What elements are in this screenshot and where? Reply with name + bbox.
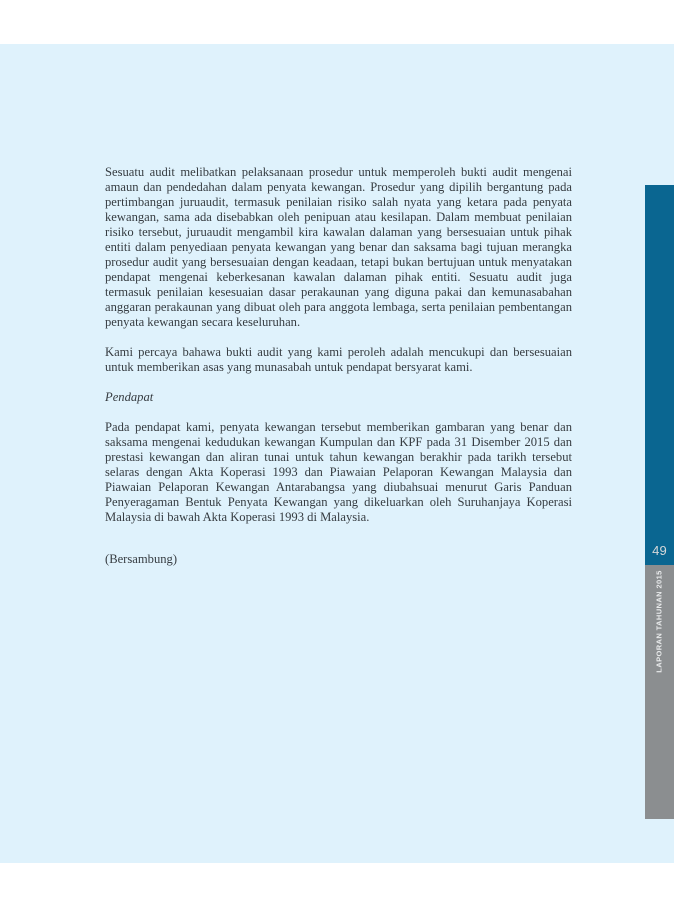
paragraph-opinion: Pada pendapat kami, penyata kewangan tersebut memberikan gambaran yang benar dan saksama mengenai kedudukan kewangan Kumpulan dan KPF pada 31 Disember 2015 dan prestasi kewangan dan aliran tunai untuk tahun kewangan berakhir pada tarikh tersebut selaras dengan Akta Koperasi 1993 dan Piawaian Pelaporan Kewangan Malaysia dan Piawaian Pelaporan Kewangan Antarabangsa yang diubahsuai menurut Garis Panduan Penyeragaman Bentuk Penyata Kewangan yang dikeluarkan oleh Suruhanjaya Koperasi Malaysia di bawah Akta Koperasi 1993 di Malaysia. — [105, 420, 572, 524]
paragraph-audit-scope: Sesuatu audit melibatkan pelaksanaan prosedur untuk memperoleh bukti audit mengenai amaun dan pendedahan dalam penyata kewangan. Prosedur yang dipilih bergantung pada pertimbangan juruaudit, termasuk penilaian risiko salah nyata yang ketara pada penyata kewangan, sama ada disebabkan oleh penipuan atau kesilapan. Dalam membuat penilaian risiko tersebut, juruaudit mengambil kira kawalan dalaman yang bersesuaian untuk pihak entiti dalam penyediaan penyata kewangan yang benar dan saksama bagi tujuan merangka prosedur audit yang bersesuaian dengan keadaan, tetapi bukan bertujuan untuk menyatakan pendapat mengenai keberkesanan kawalan dalaman pihak entiti. Sesuatu audit juga termasuk penilaian kesesuaian dasar perakaunan yang diguna pakai dan kemunasabahan anggaran perakaunan yang dibuat oleh para anggota lembaga, serta penilaian pembentangan penyata kewangan secara keseluruhan. — [105, 165, 572, 329]
report-title-vertical-label: LAPORAN TAHUNAN 2015 — [655, 569, 664, 673]
page-number: 49 — [652, 543, 667, 558]
opinion-heading: Pendapat — [105, 390, 154, 404]
sidebar-gray-bar — [645, 565, 674, 819]
page-content-panel — [0, 44, 674, 863]
audit-report-text-block — [105, 165, 572, 582]
continuation-note: (Bersambung) — [105, 552, 178, 566]
paragraph-audit-evidence: Kami percaya bahawa bukti audit yang kami peroleh adalah mencukupi dan bersesuaian untuk memberikan asas yang munasabah untuk pendapat bersyarat kami. — [105, 345, 572, 374]
sidebar-accent-bar — [645, 185, 674, 565]
sidebar-label-wrap — [645, 569, 674, 673]
